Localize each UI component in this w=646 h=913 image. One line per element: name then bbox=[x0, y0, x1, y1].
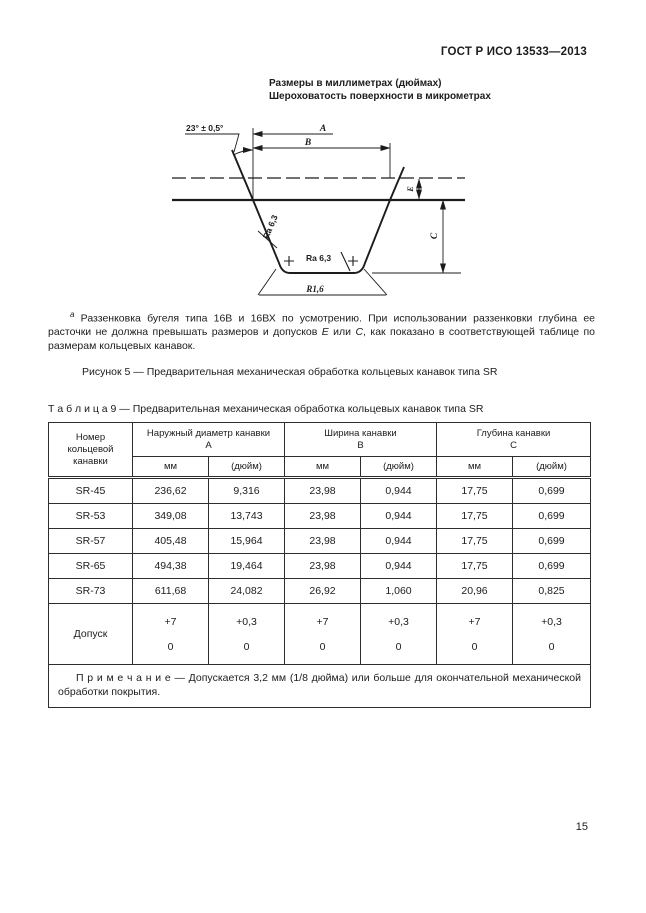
radius-label: R1,6 bbox=[306, 284, 324, 294]
table-title: Т а б л и ц а 9 — Предварительная механическая обработка кольцевых канавок типа SR bbox=[48, 403, 484, 415]
dimension-value: 405,48 bbox=[133, 529, 209, 554]
header-group-width-letter: B bbox=[357, 439, 364, 451]
dimension-value: 17,75 bbox=[437, 478, 513, 504]
tolerance-label: Допуск bbox=[49, 604, 133, 665]
header-group-depth bbox=[437, 423, 591, 457]
table-row bbox=[49, 554, 591, 579]
roughness-bottom-label: Ra 6,3 bbox=[306, 253, 332, 263]
dimension-value: 23,98 bbox=[285, 529, 361, 554]
dimension-value: 349,08 bbox=[133, 504, 209, 529]
figure-caption: Рисунок 5 — Предварительная механическая обработка кольцевых канавок типа SR bbox=[82, 366, 498, 378]
dimension-value: 26,92 bbox=[285, 579, 361, 604]
figure-units-note bbox=[269, 78, 491, 103]
angle-leader-underline bbox=[185, 134, 239, 152]
dim-label-a: A bbox=[319, 124, 327, 134]
units-line-roughness: Шероховатость поверхности в микрометрах bbox=[269, 90, 491, 102]
table-row bbox=[49, 478, 591, 504]
tangency-mark-right bbox=[348, 256, 358, 266]
dimension-value: 23,98 bbox=[285, 478, 361, 504]
groove-number: SR-57 bbox=[49, 529, 133, 554]
radius-leader-left bbox=[258, 269, 276, 295]
units-line-mm: Размеры в миллиметрах (дюймах) bbox=[269, 78, 442, 89]
header-group-width-title: Ширина канавки bbox=[324, 427, 397, 439]
tolerance-value: +7 0 bbox=[285, 604, 361, 665]
dimension-value: 0,699 bbox=[513, 504, 591, 529]
page-number: 15 bbox=[575, 821, 588, 833]
angle-label: 23° ± 0,5° bbox=[186, 123, 224, 133]
table-row bbox=[49, 529, 591, 554]
dimension-value: 17,75 bbox=[437, 504, 513, 529]
footnote-text-2: или bbox=[328, 326, 356, 338]
groove-section-drawing bbox=[160, 103, 470, 308]
table-header bbox=[49, 423, 591, 478]
dimension-value: 23,98 bbox=[285, 554, 361, 579]
header-unit-inch: (дюйм) bbox=[209, 457, 285, 478]
angle-arc bbox=[234, 150, 253, 155]
figure-groove-drawing bbox=[160, 103, 470, 308]
dimension-value: 0,944 bbox=[361, 504, 437, 529]
header-group-width bbox=[285, 423, 437, 457]
dimension-value: 15,964 bbox=[209, 529, 285, 554]
dimension-value: 13,743 bbox=[209, 504, 285, 529]
footnote-marker: a bbox=[70, 310, 75, 319]
header-group-diameter bbox=[133, 423, 285, 457]
header-group-depth-title: Глубина канавки bbox=[476, 427, 551, 439]
dimension-value: 494,38 bbox=[133, 554, 209, 579]
doc-header: ГОСТ Р ИСО 13533—2013 bbox=[440, 46, 587, 58]
header-group-diameter-letter: A bbox=[205, 439, 212, 451]
roughness-wall-label: Ra 6,3 bbox=[260, 213, 280, 241]
groove-number: SR-45 bbox=[49, 478, 133, 504]
header-unit-mm: мм bbox=[285, 457, 361, 478]
groove-dimensions-table bbox=[48, 422, 591, 708]
dim-label-e: E bbox=[406, 186, 415, 192]
dimension-value: 0,944 bbox=[361, 554, 437, 579]
table-note-section bbox=[49, 665, 591, 708]
tangency-mark-left bbox=[284, 256, 294, 266]
dimension-value: 24,082 bbox=[209, 579, 285, 604]
footnote-text-3: , как показано в соответствующей таблице по размерам кольцевых канавок. bbox=[48, 326, 595, 352]
tolerance-value: +7 0 bbox=[133, 604, 209, 665]
footnote-var-e: E bbox=[321, 326, 329, 338]
header-group-diameter-title: Наружный диаметр канавки bbox=[146, 427, 271, 439]
dimension-value: 0,944 bbox=[361, 478, 437, 504]
dimension-value: 17,75 bbox=[437, 529, 513, 554]
dimension-value: 236,62 bbox=[133, 478, 209, 504]
dim-label-c: C bbox=[430, 232, 440, 240]
dimension-value: 19,464 bbox=[209, 554, 285, 579]
groove-number: SR-53 bbox=[49, 504, 133, 529]
footnote-var-c: C bbox=[355, 326, 364, 338]
dimension-value: 0,699 bbox=[513, 554, 591, 579]
table-note-label: П р и м е ч а н и е bbox=[76, 672, 171, 684]
dimension-value: 9,316 bbox=[209, 478, 285, 504]
groove-number: SR-73 bbox=[49, 579, 133, 604]
tolerance-value: +7 0 bbox=[437, 604, 513, 665]
table-note bbox=[49, 665, 591, 708]
header-group-depth-letter: C bbox=[510, 439, 517, 451]
dimension-value: 0,825 bbox=[513, 579, 591, 604]
dimension-value: 23,98 bbox=[285, 504, 361, 529]
table-row bbox=[49, 504, 591, 529]
header-unit-inch: (дюйм) bbox=[513, 457, 591, 478]
dim-label-b: B bbox=[304, 138, 312, 148]
dimension-value: 611,68 bbox=[133, 579, 209, 604]
figure-footnote bbox=[48, 308, 595, 353]
header-unit-inch: (дюйм) bbox=[361, 457, 437, 478]
dimension-value: 20,96 bbox=[437, 579, 513, 604]
header-groove-number: Номер кольцевой канавки bbox=[49, 423, 133, 478]
dimension-value: 0,699 bbox=[513, 478, 591, 504]
groove-number: SR-65 bbox=[49, 554, 133, 579]
table-row bbox=[49, 579, 591, 604]
footnote-text-1: Раззенковка бугеля типа 16В и 16ВХ по усмотрению. При использовании раззенковки глубина ее расточки не должна превышать размеров и допусков bbox=[48, 312, 596, 338]
header-unit-mm: мм bbox=[133, 457, 209, 478]
dimension-value: 1,060 bbox=[361, 579, 437, 604]
dimension-value: 17,75 bbox=[437, 554, 513, 579]
tolerance-row bbox=[49, 604, 591, 665]
header-unit-mm: мм bbox=[437, 457, 513, 478]
tolerance-value: +0,3 0 bbox=[209, 604, 285, 665]
dimension-value: 0,944 bbox=[361, 529, 437, 554]
table-note-text: — Допускается 3,2 мм (1/8 дюйма) или больше для окончательной механической обработки покрытия. bbox=[58, 672, 582, 698]
table-body bbox=[49, 478, 591, 665]
tolerance-value: +0,3 0 bbox=[361, 604, 437, 665]
tolerance-value: +0,3 0 bbox=[513, 604, 591, 665]
dimension-value: 0,699 bbox=[513, 529, 591, 554]
